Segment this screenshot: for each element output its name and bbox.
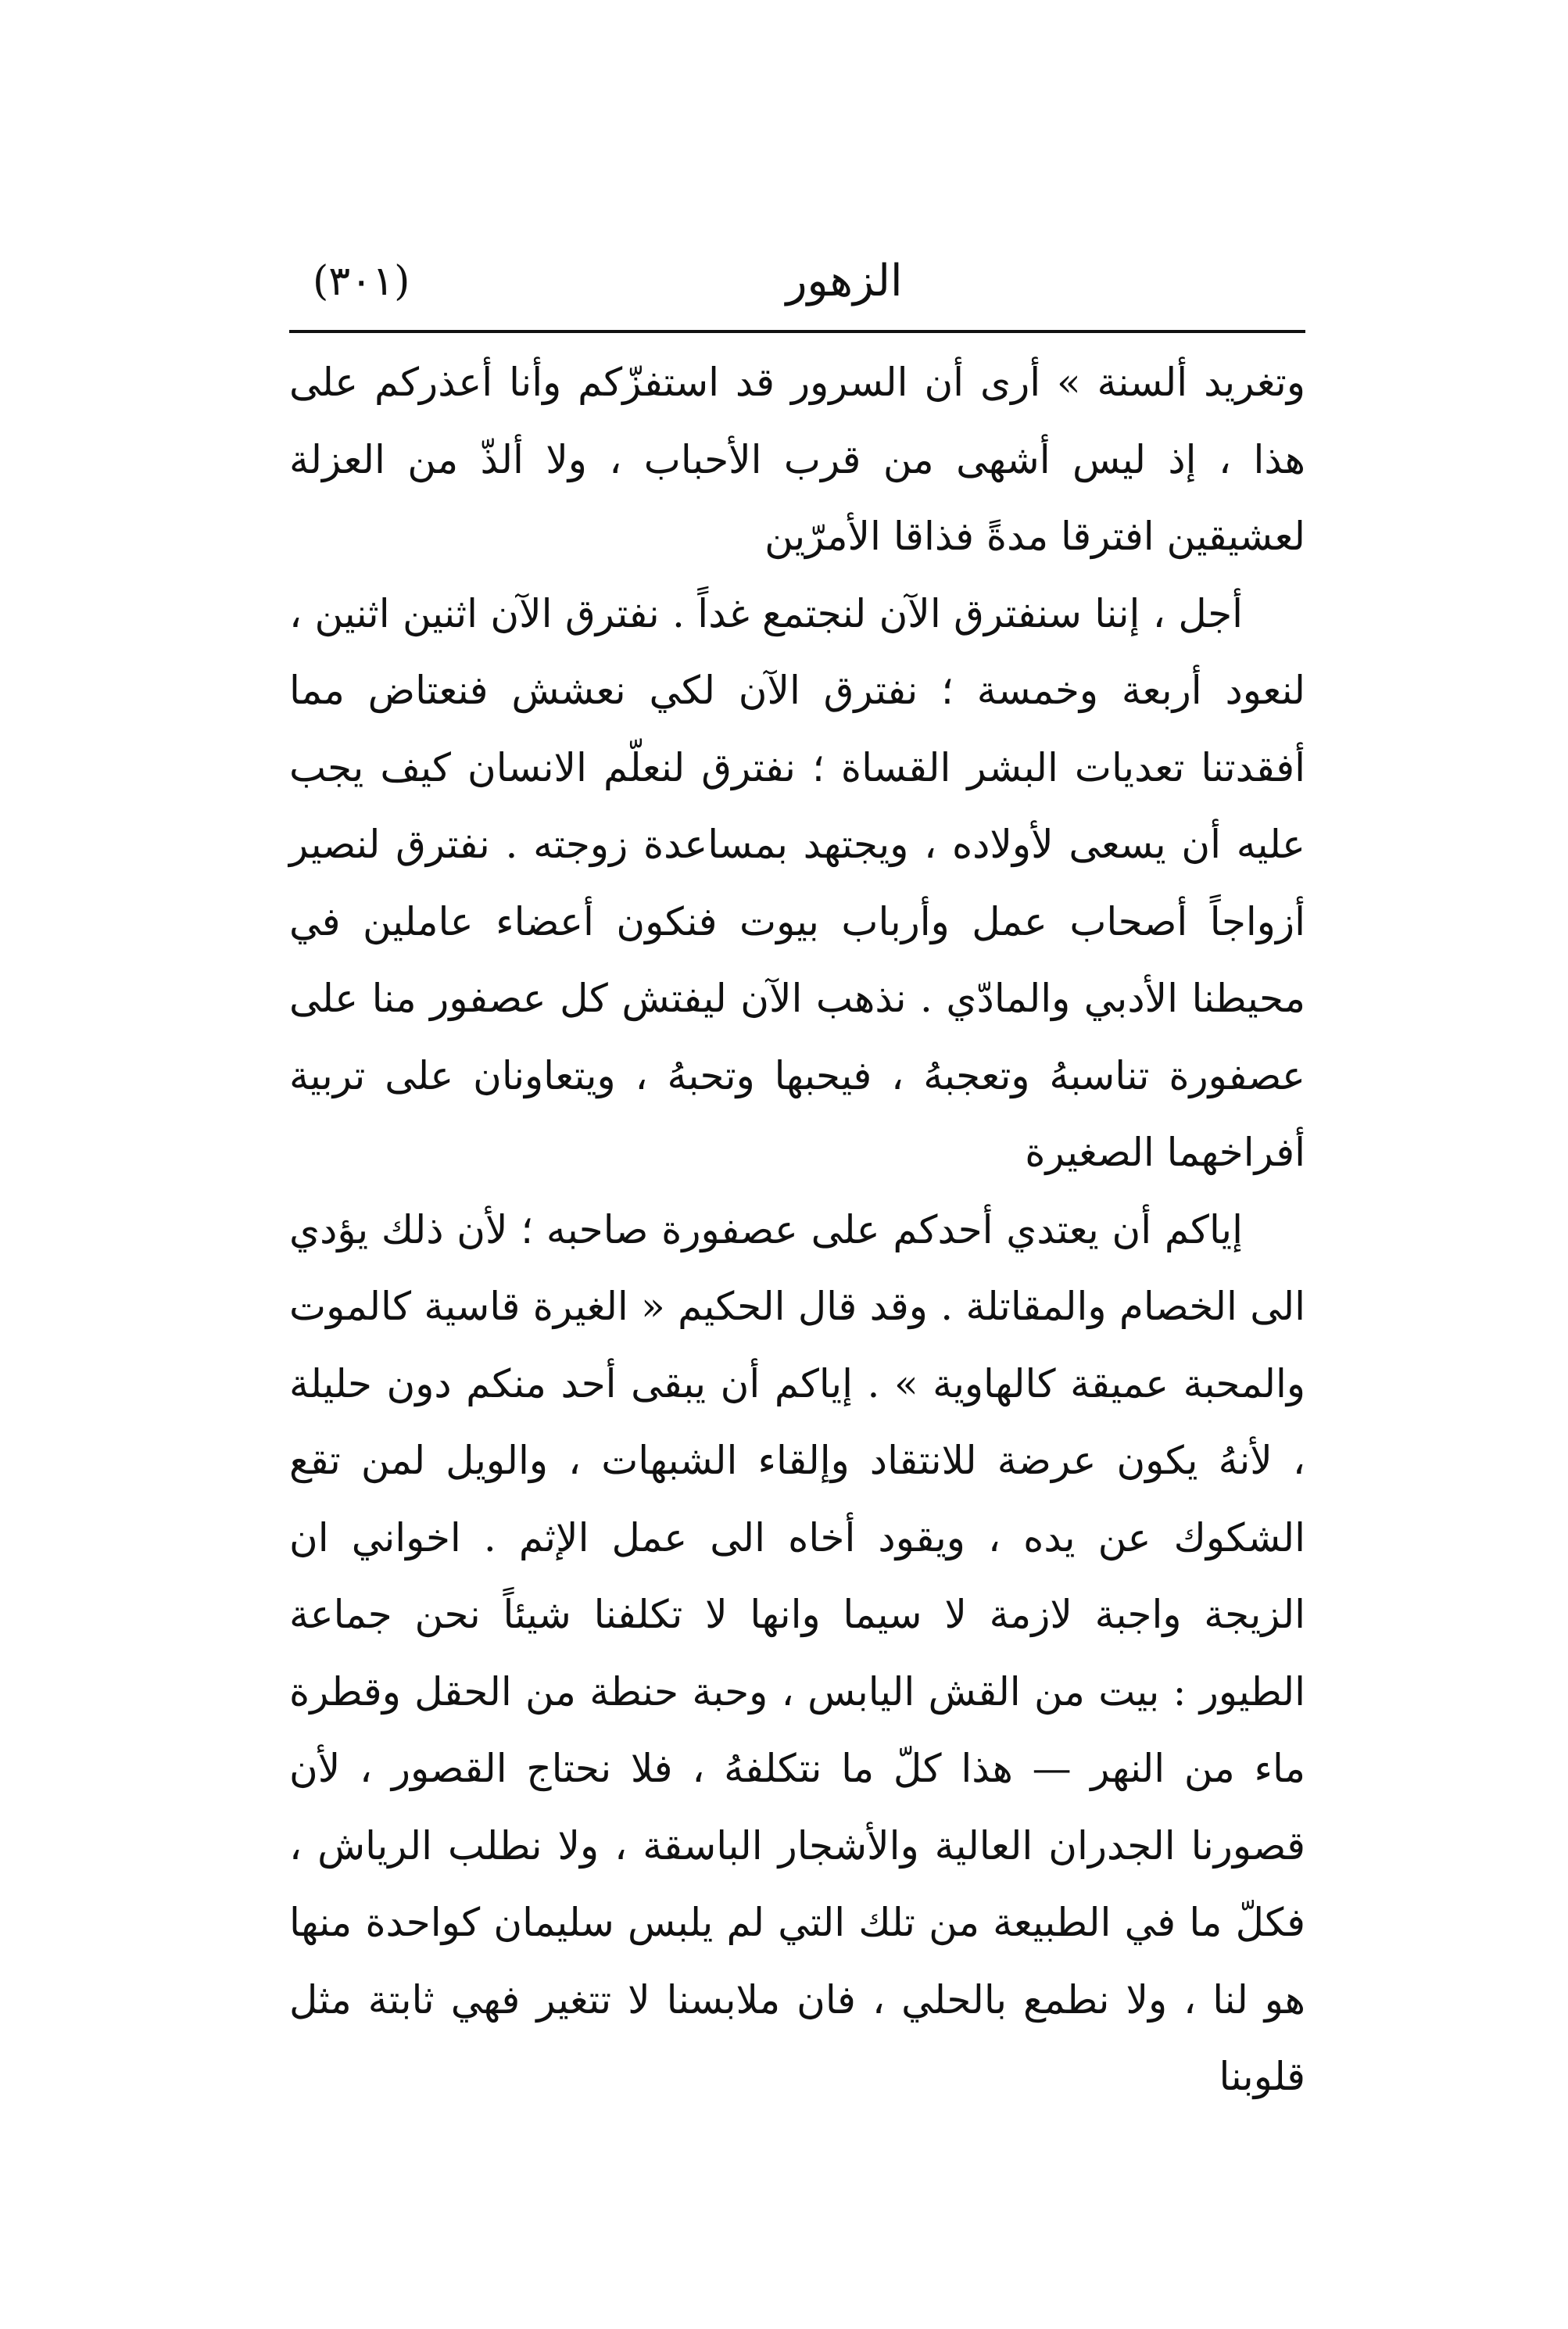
running-title: الزهور xyxy=(786,256,903,306)
header-divider xyxy=(289,330,1305,333)
page-number: (٣٠١) xyxy=(313,258,410,305)
paragraph-2: أجل ، إننا سنفترق الآن لنجتمع غداً . نفترق الآن اثنين اثنين ، لنعود أربعة وخمسة ؛ نفترق الآن لكي نعشش فنعتاض مما أفقدتنا تعديات البشر القساة ؛ نفترق لنعلّم الانسان كيف يجب عليه أن يسعى لأولاده ، ويجتهد بمساعدة زوجته . نفترق لنصير أزواجاً أصحاب عمل وأرباب بيوت فنكون أعضاء عاملين في محيطنا الأدبي والمادّي . نذهب الآن ليفتش كل عصفور منا على عصفورة تناسبهُ وتعجبهُ ، فيحبها وتحبهُ ، ويتعاونان على تربية أفراخهما الصغيرة xyxy=(289,590,1305,1175)
page-body xyxy=(289,344,1305,2116)
paragraph-3: إياكم أن يعتدي أحدكم على عصفورة صاحبه ؛ لأن ذلك يؤدي الى الخصام والمقاتلة . وقد قال الحكيم « الغيرة قاسية كالموت والمحبة عميقة كالهاوية » . إياكم أن يبقى أحد منكم دون حليلة ، لأنهُ يكون عرضة للانتقاد وإلقاء الشبهات ، والويل لمن تقع الشكوك عن يده ، ويقود أخاه الى عمل الإثم . اخواني ان الزيجة واجبة لازمة لا سيما وانها لا تكلفنا شيئاً نحن جماعة الطيور : بيت من القش اليابس ، وحبة حنطة من الحقل وقطرة ماء من النهر — هذا كلّ ما نتكلفهُ ، فلا نحتاج القصور ، لأن قصورنا الجدران العالية والأشجار الباسقة ، ولا نطلب الرياش ، فكلّ ما في الطبيعة من تلك التي لم يلبس سليمان كواحدة منها هو لنا ، ولا نطمع بالحلي ، فان ملابسنا لا تتغير فهي ثابتة مثل قلوبنا xyxy=(289,1206,1305,2099)
page-header xyxy=(289,242,1305,336)
paragraph-1: وتغريد ألسنة » أرى أن السرور قد استفزّكم وأنا أعذركم على هذا ، إذ ليس أشهى من قرب الأحباب ، ولا ألذّ من العزلة لعشيقين افترقا مدةً فذاقا الأمرّين xyxy=(289,360,1305,559)
